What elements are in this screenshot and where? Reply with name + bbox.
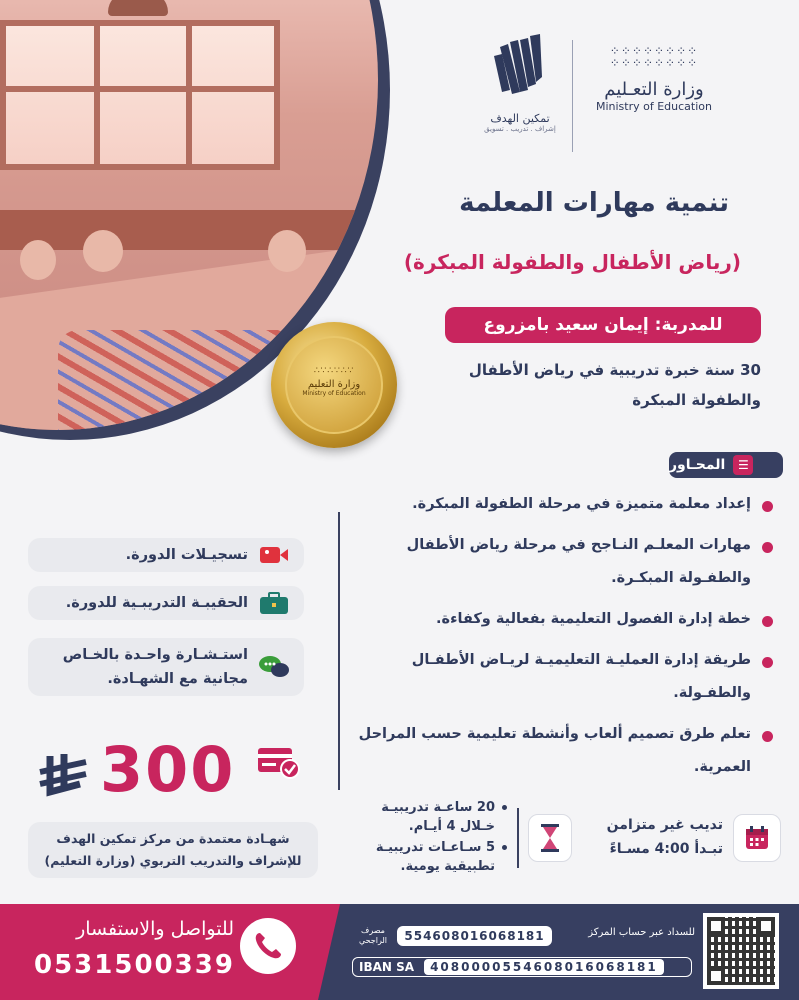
tamkeen-tagline: إشراف . تدريب . تسويق <box>484 125 556 133</box>
axes-header <box>669 452 783 478</box>
briefcase-icon <box>258 590 290 616</box>
window-shape <box>0 20 280 170</box>
chat-bubbles-icon <box>258 654 290 680</box>
calendar-box <box>733 814 781 862</box>
axes-label: المحـاور <box>669 457 726 473</box>
price-amount: 300 <box>100 733 236 806</box>
bullet-icon <box>762 542 773 553</box>
axes-item: تعلم طرق تصميم ألعاب وأنشطة تعليمية حسب المراحل العمرية. <box>349 718 779 784</box>
iban-label: IBAN SA <box>359 960 415 974</box>
contact-label: للتواصل والاستفسار <box>76 918 234 940</box>
child-shape <box>268 230 306 272</box>
axes-item: مهارات المعلـم النـاجح في مرحلة رياض الأطفال والطفـولة المبكـرة. <box>349 529 779 595</box>
bullet-icon <box>762 657 773 668</box>
feature-text: الحقيبـة التدريبـية للدورة. <box>65 595 248 611</box>
tamkeen-name: تمكين الهدف <box>490 112 550 125</box>
bullet-icon <box>762 501 773 512</box>
moe-name-ar: وزارة التعـليم <box>604 79 704 100</box>
child-shape <box>83 230 123 272</box>
course-title: تنمية مهارات المعلمة <box>459 188 729 218</box>
logo-divider <box>572 40 573 152</box>
qr-code[interactable] <box>703 913 779 989</box>
trainer-experience: 30 سنة خبرة تدريبية في رياض الأطفال والطفولة المبكرة <box>468 361 761 409</box>
axes-list <box>349 488 779 792</box>
hours-item: 5 سـاعـات تدريبيـة تطبيقية يومية. <box>359 838 509 876</box>
account-number[interactable]: 554608016068181 <box>397 926 552 946</box>
qr-pattern <box>707 917 775 985</box>
hourglass-box <box>528 814 572 862</box>
bullet-icon <box>762 731 773 742</box>
riyal-icon <box>36 752 90 813</box>
moe-logo <box>589 45 719 113</box>
trainer-badge: للمدربة: إيمان سعيد بامزروع <box>445 307 761 343</box>
course-subtitle: (رياض الأطفال والطفولة المبكرة) <box>403 250 741 274</box>
schedule-divider <box>517 808 519 868</box>
hours-item: 20 ساعـة تدريبيـة خـلال 4 أيـام. <box>359 798 509 836</box>
axes-item: طريقة إدارة العمليـة التعليميـة لريـاض الأطفـال والطفـولة. <box>349 644 779 710</box>
hours-list <box>359 798 509 878</box>
payment-label: للسداد عبر حساب المركز <box>588 927 695 938</box>
feature-consult <box>28 638 304 696</box>
axes-item: إعداد معلمة متميزة في مرحلة الطفولة المبكرة. <box>349 488 779 521</box>
seal-ar: وزارة التعليم <box>307 379 361 390</box>
feature-text: تسجيـلات الدورة. <box>125 547 248 563</box>
tamkeen-logo <box>470 32 570 133</box>
gold-seal: ∴∵∴∵∴∵ وزارة التعليم Ministry of Education <box>271 322 397 448</box>
child-shape <box>20 240 56 280</box>
section-divider <box>338 512 340 790</box>
feature-recordings <box>28 538 304 572</box>
feature-text: استـشـارة واحـدة بالخـاص مجانية مع الشهـادة. <box>62 647 248 687</box>
moe-dots-icon: ⁘⁘⁘⁘⁘⁘⁘⁘ ⁘⁘⁘⁘⁘⁘⁘⁘ <box>609 44 699 70</box>
schedule-text: تديب غير متزامن تبـدأ 4:00 مسـاءً <box>606 817 723 857</box>
crayons-shape <box>58 330 298 430</box>
moe-name-en: Ministry of Education <box>595 100 712 113</box>
bullet-icon <box>762 616 773 627</box>
whatsapp-button[interactable] <box>240 918 296 974</box>
iban-number: 4080000554608016068181 <box>424 959 664 975</box>
list-icon: ☰ <box>733 455 753 475</box>
bank-logo: مصرف الراجحي <box>358 926 388 945</box>
shelf-shape <box>0 210 360 250</box>
feature-kit <box>28 586 304 620</box>
payment-card-icon <box>257 745 301 779</box>
axes-item: خطة إدارة الفصول التعليمية بفعالية وكفاءة. <box>349 603 779 636</box>
phone-number[interactable]: 0531500339 <box>34 950 235 980</box>
certificate-note: شهـادة معتمدة من مركز تمكين الهدف للإشراف والتدريب التربوي (وزارة التعليم) <box>28 822 318 878</box>
phone-icon <box>249 927 287 965</box>
tamkeen-mark-icon <box>490 32 550 102</box>
lamp-shape <box>108 0 168 16</box>
calendar-icon <box>743 824 771 852</box>
iban-field[interactable] <box>352 957 692 977</box>
seal-en: Ministry of Education <box>302 390 366 397</box>
video-camera-icon <box>258 542 290 568</box>
hourglass-icon <box>539 823 561 853</box>
